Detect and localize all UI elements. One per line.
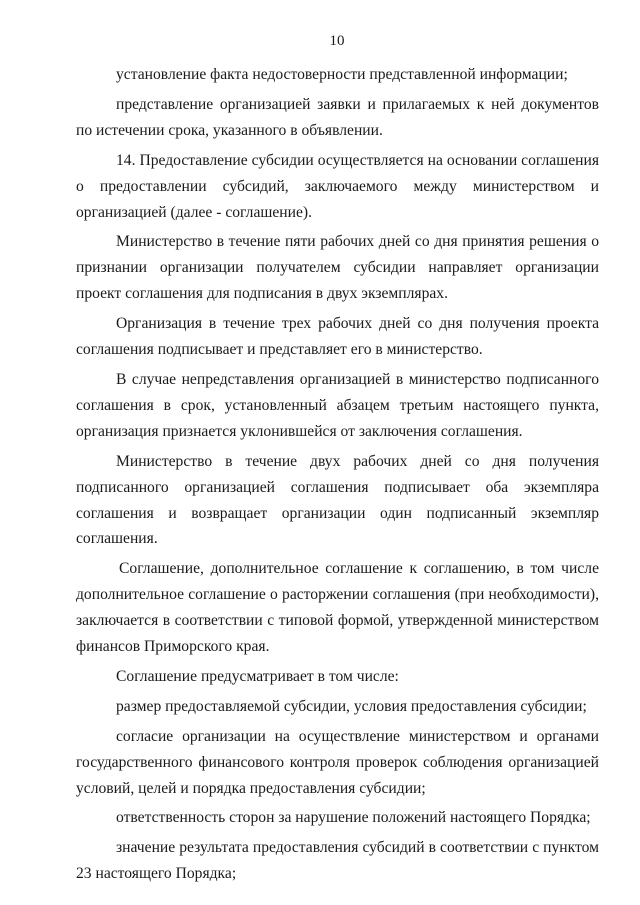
paragraph: Соглашение, дополнительное соглашение к соглашению, в том числе дополнительное соглашение о расторжении соглашения (при необходимости), заключается в соответствии с типовой формой, утвержденной министерством финансов Приморского края. bbox=[76, 560, 599, 656]
paragraph: Министерство в течение пяти рабочих дней со дня принятия решения о признании организации получателем субсидии направляет организации проект соглашения для подписания в двух экземплярах. bbox=[76, 233, 599, 303]
page-number: 10 bbox=[329, 33, 345, 49]
paragraph: Организация в течение трех рабочих дней со дня получения проекта соглашения подписывает и представляет его в министерство. bbox=[76, 315, 599, 359]
paragraph: размер предоставляемой субсидии, условия предоставления субсидии; bbox=[116, 697, 587, 715]
paragraph: 14. Предоставление субсидии осуществляется на основании соглашения о предоставлении субсидий, заключаемого между министерством и организацией (далее - соглашение). bbox=[76, 151, 599, 221]
paragraph: В случае непредставления организацией в министерство подписанного соглашения в срок, установленный абзацем третьим настоящего пункта, организация признается уклонившейся от заключения соглашения. bbox=[76, 370, 599, 440]
document-body bbox=[76, 62, 599, 887]
paragraph: Министерство в течение двух рабочих дней со дня получения подписанного организацией соглашения подписывает оба экземпляра соглашения и возвращает организации один подписанный экземпляр соглашения. bbox=[76, 452, 599, 548]
paragraph: значение результата предоставления субсидий в соответствии с пунктом 23 настоящего Порядка; bbox=[76, 839, 599, 883]
paragraph: согласие организации на осуществление министерством и органами государственного финансового контроля проверок соблюдения организацией условий, целей и порядка предоставления субсидии; bbox=[76, 727, 599, 797]
paragraph: ответственность сторон за нарушение положений настоящего Порядка; bbox=[116, 809, 591, 827]
paragraph: Соглашение предусматривает в том числе: bbox=[116, 667, 399, 685]
paragraph: представление организацией заявки и прилагаемых к ней документов по истечении срока, указанного в объявлении. bbox=[76, 95, 599, 139]
paragraph: установление факта недостоверности представленной информации; bbox=[116, 66, 568, 83]
